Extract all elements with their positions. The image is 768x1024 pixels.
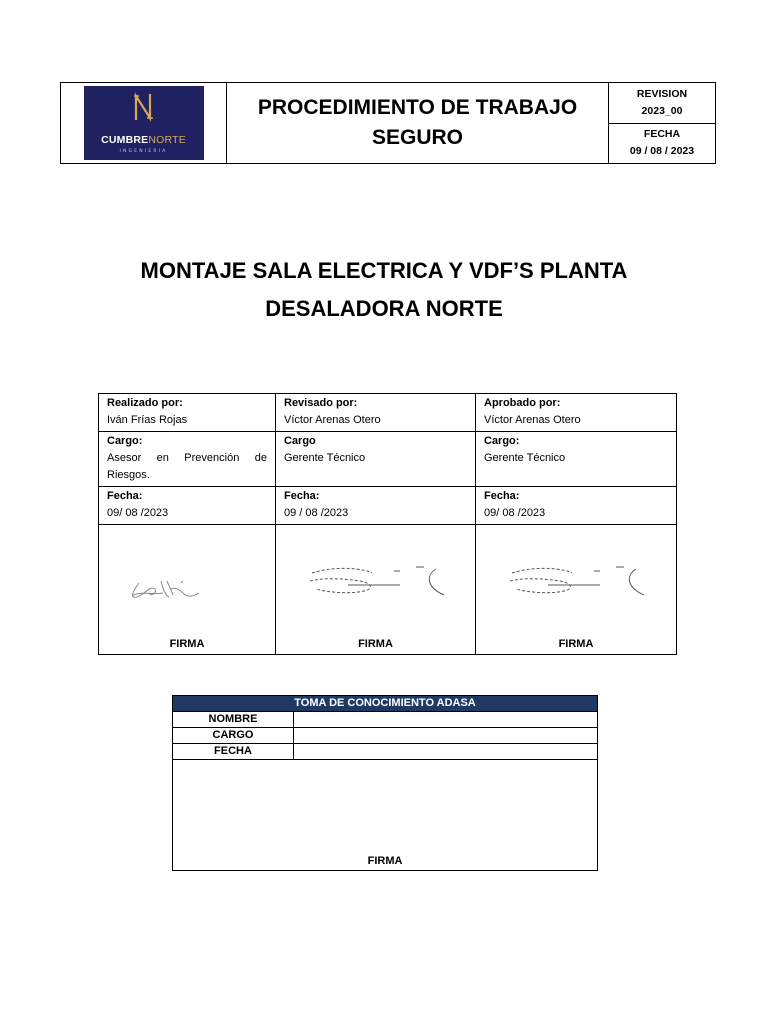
cargo-cell-2 — [276, 432, 476, 487]
firma-label-1: FIRMA — [169, 638, 205, 650]
cargo-value-1-line-1: Asesor en Prevención de — [107, 452, 267, 464]
acknowledgement-firma-row — [173, 760, 598, 871]
logo-wordmark: CUMBRENORTE — [101, 134, 186, 146]
revision-value: 2023_00 — [641, 104, 683, 117]
signature-var-image-2 — [476, 555, 677, 615]
revision-label: REVISION — [636, 87, 688, 100]
firma-label-2: FIRMA — [358, 638, 393, 650]
acknowledgement-nombre-field[interactable] — [294, 712, 598, 728]
realizado-cell — [99, 394, 276, 432]
firma-label-3: FIRMA — [558, 638, 594, 650]
fecha-label-3: Fecha: — [484, 490, 520, 502]
acknowledgement-signature-field[interactable] — [173, 760, 598, 871]
revision-box — [609, 83, 715, 123]
fecha-label-1: Fecha: — [107, 490, 143, 502]
realizado-label: Realizado por: — [107, 397, 183, 409]
aprobado-cell — [476, 394, 677, 432]
logo-tagline: INGENIERIA — [119, 149, 168, 154]
acknowledgement-fecha-label: FECHA — [173, 744, 294, 760]
acknowledgement-table — [172, 695, 598, 871]
cargo-label-1: Cargo: — [107, 435, 143, 447]
firma-cell-3 — [476, 525, 677, 655]
revisado-cell — [276, 394, 476, 432]
aprobado-label: Aprobado por: — [484, 397, 561, 409]
header-date-label: FECHA — [643, 128, 681, 141]
acknowledgement-header: TOMA DE CONOCIMIENTO ADASA — [173, 696, 598, 712]
acknowledgement-firma-label: FIRMA — [367, 855, 403, 867]
aprobado-name: Víctor Arenas Otero — [484, 414, 581, 426]
acknowledgement-cargo-row — [173, 728, 598, 744]
document-title — [0, 252, 768, 328]
fecha-value-3: 09/ 08 /2023 — [484, 507, 546, 519]
document-header — [60, 82, 716, 164]
fecha-cell-1 — [99, 487, 276, 525]
signature-ifr-image — [99, 555, 276, 615]
acknowledgement-header-row — [173, 696, 598, 712]
realizado-name: Iván Frías Rojas — [107, 414, 188, 426]
acknowledgement-nombre-label: NOMBRE — [173, 712, 294, 728]
acknowledgement-fecha-row — [173, 744, 598, 760]
document-title-line-1: MONTAJE SALA ELECTRICA Y VDF’S PLANTA — [140, 258, 628, 283]
acknowledgement-cargo-field[interactable] — [294, 728, 598, 744]
revisado-name: Víctor Arenas Otero — [284, 414, 381, 426]
cargo-cell-1 — [99, 432, 276, 487]
cargo-cell-3 — [476, 432, 677, 487]
cargo-value-1-line-2: Riesgos. — [107, 469, 150, 481]
approval-row-names — [99, 394, 677, 432]
fecha-label-2: Fecha: — [284, 490, 320, 502]
header-meta-cell — [609, 83, 715, 163]
firma-cell-1 — [99, 525, 276, 655]
cargo-label-3: Cargo: — [484, 435, 520, 447]
approval-row-firma — [99, 525, 677, 655]
approval-row-fecha — [99, 487, 677, 525]
fecha-cell-3 — [476, 487, 677, 525]
approval-table — [98, 393, 677, 655]
document-title-line-2: DESALADORA NORTE — [265, 296, 503, 321]
cargo-value-2: Gerente Técnico — [284, 452, 366, 464]
date-box — [609, 123, 715, 164]
fecha-value-2: 09 / 08 /2023 — [284, 507, 349, 519]
firma-cell-2 — [276, 525, 476, 655]
header-title-cell — [227, 83, 609, 163]
revisado-label: Revisado por: — [284, 397, 358, 409]
fecha-value-1: 09/ 08 /2023 — [107, 507, 169, 519]
approval-row-cargo — [99, 432, 677, 487]
cargo-label-2: Cargo — [284, 435, 316, 447]
logo-n-mark-icon — [132, 92, 156, 122]
header-date-value: 09 / 08 / 2023 — [629, 145, 695, 158]
acknowledgement-cargo-label: CARGO — [173, 728, 294, 744]
procedure-title: PROCEDIMIENTO DE TRABAJO SEGURO — [257, 96, 578, 149]
signature-var-image-1 — [276, 555, 476, 615]
acknowledgement-fecha-field[interactable] — [294, 744, 598, 760]
acknowledgement-nombre-row — [173, 712, 598, 728]
logo-cell — [61, 83, 227, 163]
fecha-cell-2 — [276, 487, 476, 525]
cargo-value-3: Gerente Técnico — [484, 452, 566, 464]
company-logo — [84, 86, 204, 160]
